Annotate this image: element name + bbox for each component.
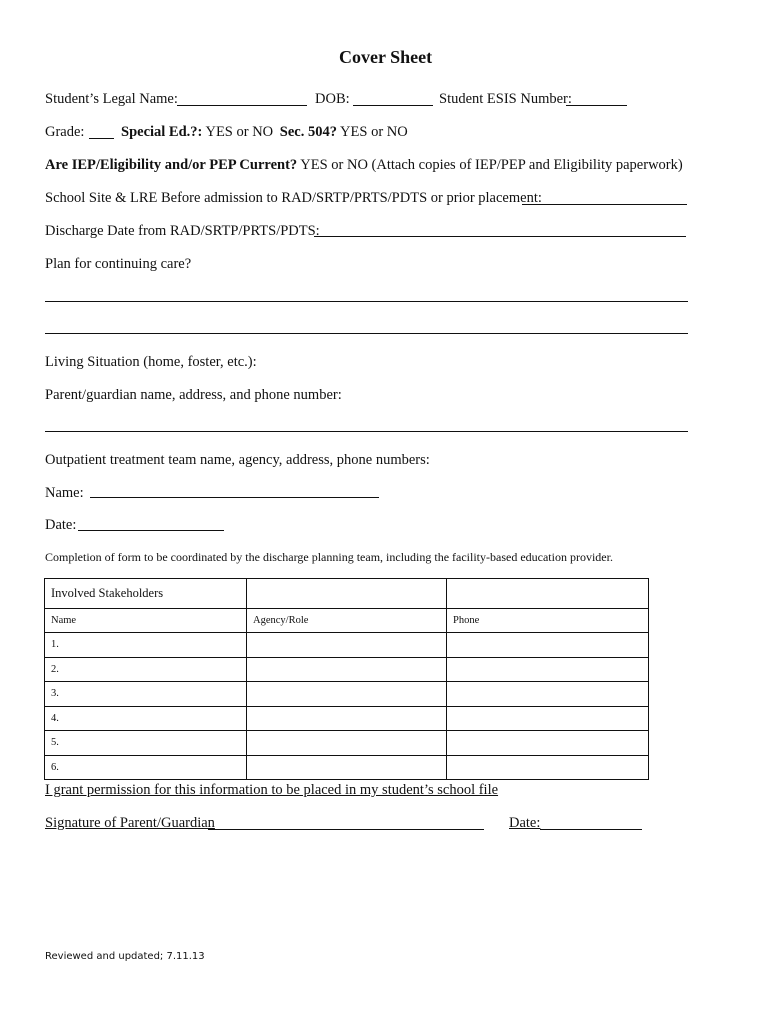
row-number[interactable]: 3. [45,682,247,707]
dob-field[interactable] [353,105,433,106]
iep-question: Are IEP/Eligibility and/or PEP Current? [45,157,298,173]
sec504-label: Sec. 504? [279,124,337,140]
name-field[interactable] [90,497,379,498]
legal-name-field[interactable] [177,105,307,106]
row-number[interactable]: 4. [45,706,247,731]
page-title: Cover Sheet [339,47,433,67]
table-cell[interactable] [447,633,649,658]
table-cell[interactable] [247,755,447,780]
date-field[interactable] [78,530,224,531]
completion-note: Completion of form to be coordinated by the discharge planning team, including the facility-based education provider. [45,550,613,564]
signature-date-label: Date: [509,815,541,831]
school-site-field[interactable] [522,204,687,205]
column-agency-role: Agency/Role [247,609,447,633]
table-cell[interactable] [247,682,447,707]
signature-label: Signature of Parent/Guardian [45,815,215,831]
iep-options[interactable]: YES or NO (Attach copies of IEP/PEP and Eligibility paperwork) [300,157,683,173]
row-number[interactable]: 1. [45,633,247,658]
table-cell[interactable] [447,657,649,682]
permission-statement: I grant permission for this information to be placed in my student’s school file [45,782,499,798]
table-cell[interactable] [247,657,447,682]
grade-label: Grade: [45,124,85,140]
name-label: Name: [45,485,84,501]
column-phone: Phone [447,609,649,633]
table-cell[interactable] [447,706,649,731]
footer-note: Reviewed and updated; 7.11.13 [45,951,205,962]
table-header: Involved Stakeholders [45,579,247,609]
parent-label: Parent/guardian name, address, and phone number: [45,387,342,403]
column-name: Name [45,609,247,633]
table-cell[interactable] [447,755,649,780]
table-cell[interactable] [447,682,649,707]
parent-field[interactable] [45,431,688,432]
date-label: Date: [45,517,77,533]
sec504-options[interactable]: YES or NO [340,124,408,140]
signature-field[interactable] [208,829,484,830]
esis-label: Student ESIS Number: [439,91,572,107]
plan-field-line-1[interactable] [45,301,688,302]
outpatient-label: Outpatient treatment team name, agency, address, phone numbers: [45,452,430,468]
table-cell[interactable] [247,731,447,756]
signature-date-field[interactable] [540,829,642,830]
stakeholders-table [44,578,649,780]
legal-name-label: Student’s Legal Name: [45,91,178,107]
grade-field[interactable] [89,138,114,139]
row-number[interactable]: 2. [45,657,247,682]
table-header-blank [447,579,649,609]
special-ed-label: Special Ed.?: [121,124,203,140]
living-label: Living Situation (home, foster, etc.): [45,354,257,370]
plan-label: Plan for continuing care? [45,256,192,272]
table-cell[interactable] [247,706,447,731]
esis-field[interactable] [566,105,627,106]
discharge-field[interactable] [314,236,686,237]
discharge-label: Discharge Date from RAD/SRTP/PRTS/PDTS: [45,223,320,239]
row-number[interactable]: 6. [45,755,247,780]
table-cell[interactable] [447,731,649,756]
table-cell[interactable] [247,633,447,658]
table-header-blank [247,579,447,609]
dob-label: DOB: [315,91,350,107]
row-number[interactable]: 5. [45,731,247,756]
plan-field-line-2[interactable] [45,333,688,334]
special-ed-options[interactable]: YES or NO [205,124,274,140]
school-site-label: School Site & LRE Before admission to RAD/SRTP/PRTS/PDTS or prior placement: [45,190,542,206]
